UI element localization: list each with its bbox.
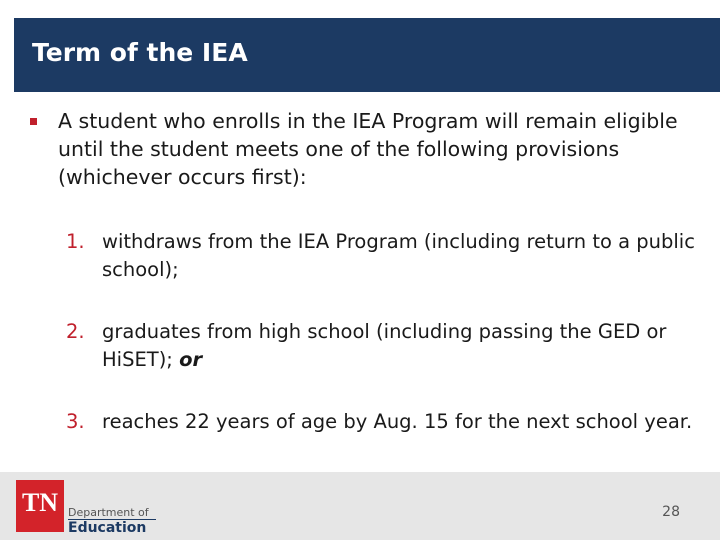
logo-mark-text: TN [21, 488, 59, 517]
list-item-body: withdraws from the IEA Program (including return to a public school); [102, 230, 695, 281]
list-item-text [102, 228, 696, 284]
list-item [66, 318, 696, 374]
list-item [66, 228, 696, 284]
list-item-emphasis: or [179, 348, 203, 371]
square-bullet-icon [30, 118, 37, 125]
main-bullet-text: A student who enrolls in the IEA Program will remain eligible until the student meets one of the following provisions (whichever occurs first): [58, 109, 678, 189]
title-bar [14, 18, 720, 92]
page-number: 28 [662, 504, 680, 520]
logo-mark [16, 480, 64, 532]
list-item-body: graduates from high school (including passing the GED or HiSET); [102, 320, 667, 371]
logo-education-text: Education [68, 520, 147, 536]
slide-title: Term of the IEA [32, 38, 248, 67]
list-item-number: 3. [66, 410, 85, 433]
list-item-text [102, 408, 696, 436]
list-item [66, 408, 696, 436]
list-item-number: 2. [66, 320, 85, 343]
tn-education-logo [16, 480, 156, 536]
logo-department-text: Department of [68, 506, 149, 519]
list-item-text [102, 318, 696, 374]
list-item-number: 1. [66, 230, 85, 253]
list-item-body: reaches 22 years of age by Aug. 15 for the next school year. [102, 410, 693, 433]
footer-bar [0, 472, 720, 540]
